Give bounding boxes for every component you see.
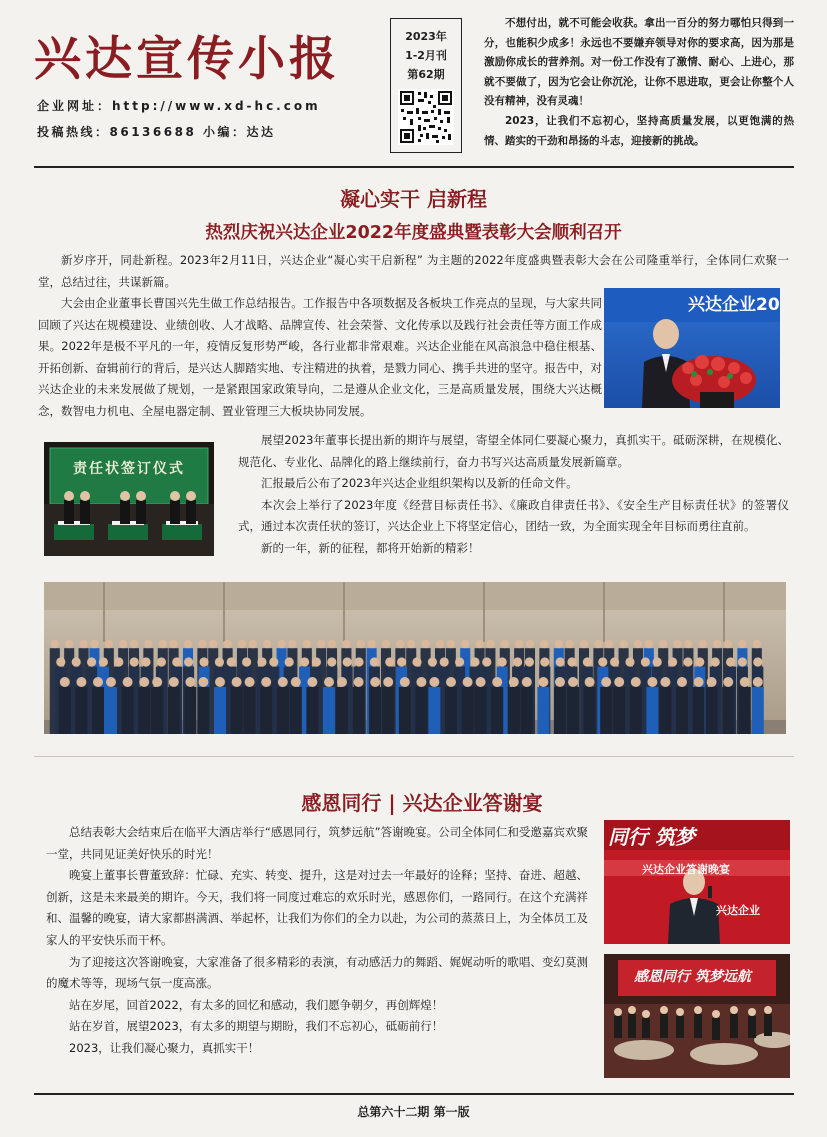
header-divider — [34, 166, 794, 168]
article1-paragraph: 新的一年，新的征程，都将开始新的精彩！ — [261, 540, 480, 555]
motto-paragraph: 不想付出，就不可能会收获。拿出一百分的努力哪怕只得到一分，也能积少成多！永远也不要嫌弃领导对你的要求高，因为那是激励你成长的营养剂。对一份工作没有了激情、耐心、上进心，那就不要做了，因为它会让你沉沦，让你不思进取，更会让你整个人没有精神，没有灵魂！ — [484, 17, 794, 108]
article1-paragraph: 汇报最后公布了2023年兴达企业组织架构以及新的任命文件。 — [261, 476, 578, 491]
hall-banner-text: 感恩同行 筑梦远航 — [634, 969, 751, 985]
section-divider — [34, 756, 794, 757]
article1-outlook — [238, 430, 789, 560]
motto-paragraph: 2023，让我们不忘初心，坚持高质量发展，以更饱满的热情、踏实的干劲和昂扬的斗志，迎接新的挑战。 — [484, 114, 794, 147]
article1-paragraph: 本次会上举行了2023年度《经营目标责任书》、《廉政自律责任书》、《安全生产目标责任状》的签署仪式，通过本次责任状的签订，兴达企业上下将坚定信心，团结一致，为全面实现全年目标而勇往直前。 — [238, 497, 789, 534]
article2-paragraph: 2023，让我们凝心聚力，真抓实干！ — [69, 1040, 260, 1055]
article2-paragraph: 晚宴上董事长曹董致辞：忙碌、充实、转变、提升，这是对过去一年最好的诠释；坚持、奋进、超越、创新，这是未来最美的期许。今天，我们将一同度过难忘的欢乐时光，感恩你们，一路同行。在这个充满祥和、温馨的晚宴，请大家都斟满酒、举起杯，让我们为你们的全力以赴，为公司的蒸蒸日上，为全体员工及家人的平安快乐而干杯。 — [46, 868, 588, 947]
issue-box — [390, 18, 462, 153]
article1-subheading: 热烈庆祝兴达企业2022年度盛典暨表彰大会顺利召开 — [205, 223, 622, 243]
group-photo — [44, 582, 786, 734]
motto-column — [484, 14, 794, 151]
article1-paragraph: 新岁序开，同赴新程。2023年2月11日，兴达企业“凝心实干启新程” 为主题的2022年度盛典暨表彰大会在公司隆重举行，全体同仁欢聚一堂，总结过往，共谋新篇。 — [38, 253, 789, 289]
banquet-hall-photo — [604, 954, 790, 1078]
issue-number: 第62期 — [407, 68, 445, 81]
article2-body — [46, 822, 588, 1060]
ceremony-banner-text: 责任状签订仪式 — [73, 461, 185, 477]
article1-report — [38, 293, 602, 423]
submission-hotline: 投稿热线：86136688 小编：达达 — [37, 125, 276, 139]
banquet-banner-subtext: 兴达企业答谢晚宴 — [642, 863, 730, 876]
article2-paragraph: 为了迎接这次答谢晚宴，大家准备了很多精彩的表演，有动感活力的舞蹈、娓娓动听的歌唱、变幻莫测的魔术等等，现场气氛一度高涨。 — [46, 954, 588, 991]
footer-divider — [34, 1093, 794, 1095]
banquet-banner-text: 同行 筑梦 — [608, 825, 695, 849]
photo-banner-text: 兴达企业20 — [688, 295, 780, 315]
article2-paragraph: 总结表彰大会结束后在临平大酒店举行“感恩同行，筑梦远航”答谢晚宴。公司全体同仁和受邀嘉宾欢聚一堂，共同见证美好快乐的时光！ — [46, 825, 588, 861]
chairman-speech-photo — [604, 288, 780, 408]
article2-paragraph: 站在岁首，展望2023，有太多的期望与期盼，我们不忘初心，砥砺前行！ — [69, 1019, 444, 1034]
signing-ceremony-photo — [44, 442, 214, 556]
banquet-logo-text: 兴达企业 — [716, 904, 760, 917]
company-website: 企业网址：http://www.xd-hc.com — [37, 99, 321, 113]
issue-year: 2023年 — [405, 30, 447, 43]
qr-code — [398, 89, 454, 145]
article1-paragraph: 大会由企业董事长曹国兴先生做工作总结报告。工作报告中各项数据及各板块工作亮点的呈现，与大家共同回顾了兴达在规模建设、业绩创收、人才战略、品牌宣传、社会荣誉、文化传承以及践行社会责任等方面工作成果。2022年是极不平凡的一年，疫情反复形势严峻，各行业都非常艰难。兴达企业能在风高浪急中稳住根基、开拓创新、奋辑前行的背后，是兴达人脚踏实地、专注精进的执着，是戮力同心、携手共进的坚守。报告中，对兴达企业的未来发展做了规划，一是紧跟国家政策导向，二是遵从企业文化，三是高质量发展，围绕大兴达概念，数智电力机电、全屋电器定制、置业管理三大板块协同发展。 — [38, 296, 602, 418]
issue-period: 1-2月刊 — [405, 49, 447, 62]
page-footer: 总第六十二期 第一版 — [357, 1105, 470, 1119]
banquet-speech-photo — [604, 820, 790, 944]
article1-paragraph: 展望2023年董事长提出新的期许与展望，寄望全体同仁要凝心聚力，真抓实干。砥砺深耕，在规模化、规范化、专业化、品牌化的路上继续前行，奋力书写兴达高质量发展新篇章。 — [238, 433, 789, 469]
article2-heading: 感恩同行 | 兴达企业答谢宴 — [301, 791, 543, 815]
article2-paragraph: 站在岁尾，回首2022，有太多的回忆和感动，我们愿争朝夕，再创辉煌！ — [69, 997, 444, 1012]
article1-heading: 凝心实干 启新程 — [340, 187, 487, 211]
newspaper-title: 兴达宣传小报 — [34, 32, 340, 87]
article1-intro — [38, 250, 789, 293]
